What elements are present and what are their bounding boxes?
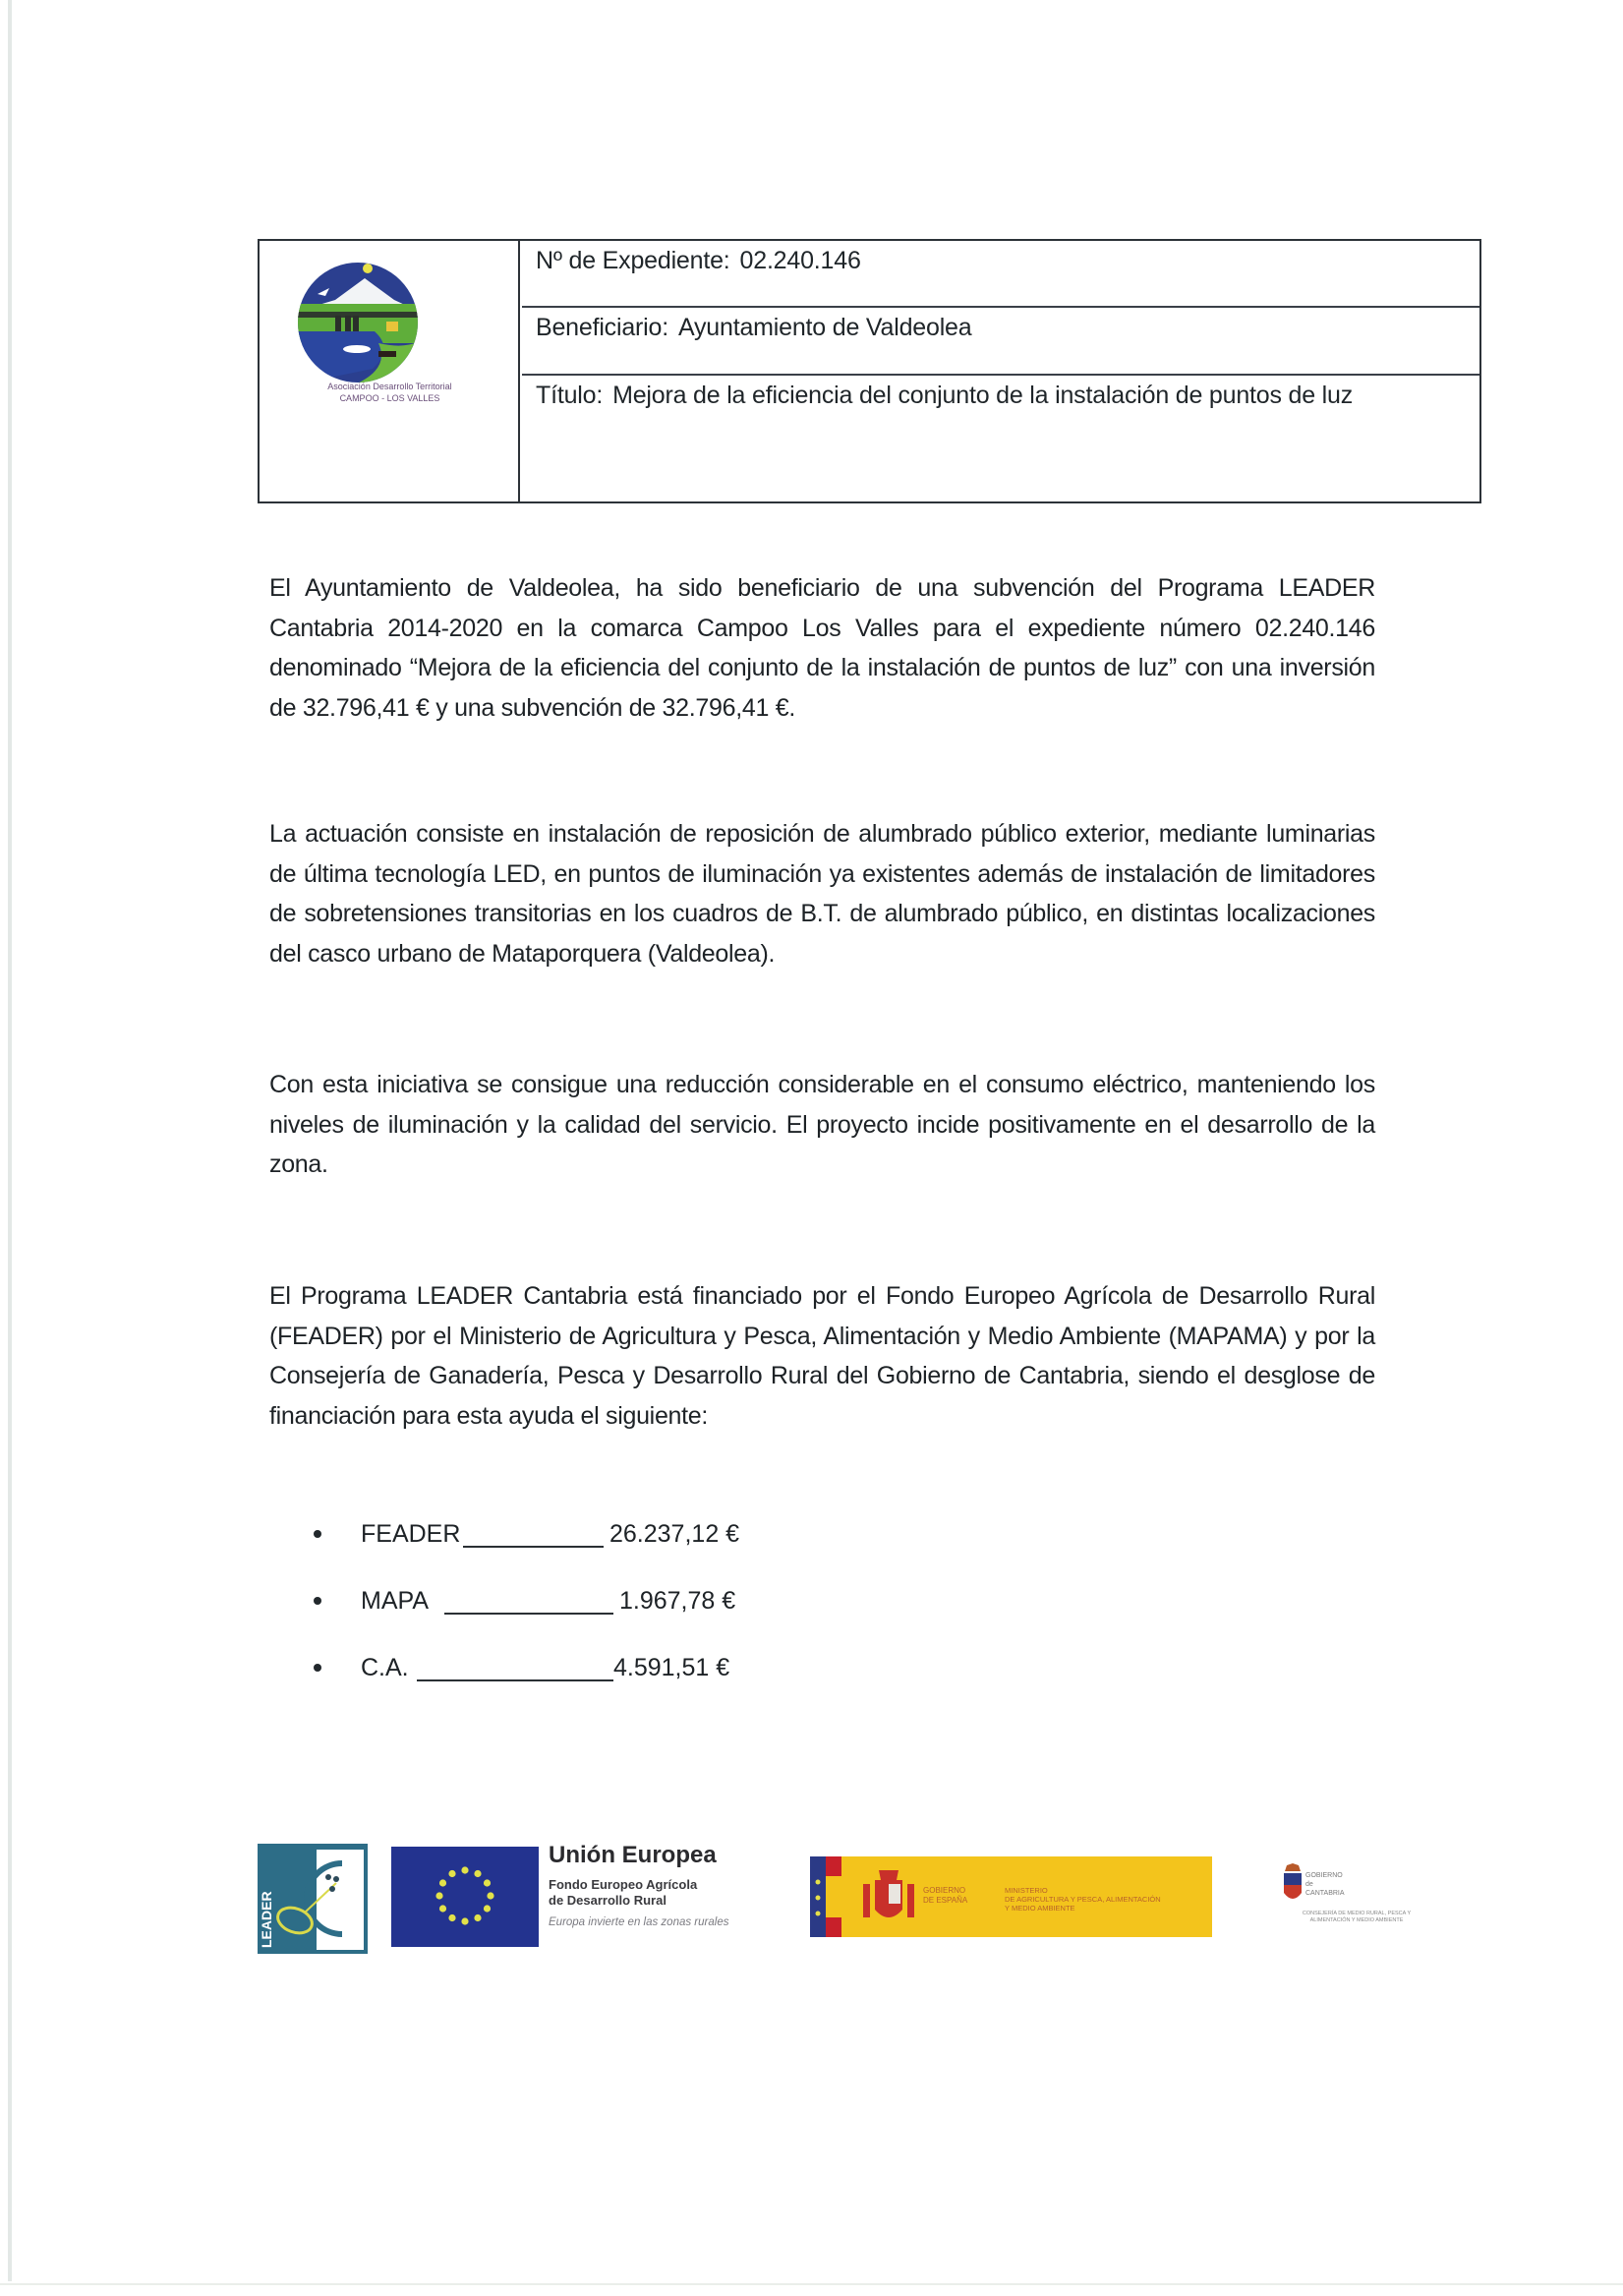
leader-logo-text: LEADER	[259, 1891, 274, 1948]
funding-amount: 26.237,12 €	[609, 1520, 740, 1548]
paragraph-financiacion: El Programa LEADER Cantabria está financiado por el Fondo Europeo Agrícola de Desarrollo Rural (FEADER) por el Ministerio de Agricultura y Pesca, Alimentación y Medio Ambiente (MAPAMA) y por la Consejería de Ganadería, Pesca y Desarrollo Rural del Gobierno de Cantabria, siendo el desglose de financiación para esta ayuda el siguiente:	[269, 1282, 1375, 1430]
funding-name: MAPA	[361, 1587, 429, 1615]
gobierno-cantabria-logo	[1268, 1863, 1445, 1937]
logo-cell	[260, 241, 520, 501]
leader-line	[463, 1546, 604, 1548]
cantabria-coat-of-arms-icon	[1282, 1863, 1304, 1905]
eu-spain-flag-strip-icon	[810, 1856, 841, 1937]
gobierno-espana-text: GOBIERNO DE ESPAÑA	[923, 1886, 968, 1905]
funding-name: C.A.	[361, 1654, 409, 1681]
titulo-value: Mejora de la eficiencia del conjunto de la instalación de puntos de luz	[612, 382, 1354, 409]
eu-flag-icon	[391, 1847, 539, 1947]
funding-amount: 1.967,78 €	[619, 1587, 736, 1615]
bullet-icon	[314, 1597, 321, 1605]
paragraph-iniciativa: Con esta iniciativa se consigue una reducción considerable en el consumo eléctrico, manteniendo los niveles de iluminación y la calidad del servicio. El proyecto incide positivamente en el desarrollo de la zona.	[269, 1071, 1375, 1178]
beneficiario-value: Ayuntamiento de Valdeolea	[677, 314, 972, 341]
paragraph-subvencion: El Ayuntamiento de Valdeolea, ha sido beneficiario de una subvención del Programa LEADER Cantabria 2014-2020 en la comarca Campoo Los Valles para el expediente número 02.240.146 denominado “Mejora de la eficiencia del conjunto de la instalación de puntos de luz” con una inversión de 32.796,41 € y una subvención de 32.796,41 €.	[269, 574, 1375, 722]
eu-subtitle: Fondo Europeo Agrícola de Desarrollo Rural	[549, 1877, 698, 1908]
leader-logo-icon	[258, 1844, 368, 1954]
scan-edge-left	[8, 0, 12, 2281]
funding-amount: 4.591,51 €	[613, 1654, 730, 1681]
leader-line	[417, 1679, 613, 1681]
campoo-los-valles-logo-icon	[296, 261, 420, 384]
expediente-value: 02.240.146	[739, 247, 861, 274]
beneficiario-label: Beneficiario:	[536, 314, 668, 341]
spain-government-banner	[810, 1856, 1212, 1937]
beneficiario-row	[522, 308, 1479, 376]
eu-feader-text-block	[549, 1842, 804, 1928]
eu-slogan: Europa invierte en las zonas rurales	[549, 1916, 729, 1928]
logo-caption: Asociación Desarrollo Territorial CAMPOO - LOS VALLES	[327, 382, 452, 403]
bullet-icon	[314, 1664, 321, 1672]
eu-title: Unión Europea	[549, 1842, 717, 1868]
titulo-label: Título:	[536, 382, 604, 409]
cantabria-department: CONSEJERÍA DE MEDIO RURAL, PESCA Y ALIMENTACIÓN Y MEDIO AMBIENTE	[1302, 1911, 1412, 1923]
scan-edge-bottom	[0, 2283, 1623, 2285]
expediente-label: Nº de Expediente:	[536, 247, 730, 274]
leader-line	[444, 1613, 613, 1615]
expediente-row	[522, 241, 1479, 308]
expediente-header-table	[258, 239, 1481, 503]
funding-name: FEADER	[361, 1520, 461, 1548]
titulo-row	[522, 376, 1479, 501]
cantabria-name: GOBIERNO de CANTABRIA	[1305, 1872, 1345, 1897]
bullet-icon	[314, 1530, 321, 1538]
ministerio-text: MINISTERIO DE AGRICULTURA Y PESCA, ALIMENTACIÓN Y MEDIO AMBIENTE	[1005, 1886, 1161, 1913]
paragraph-actuacion: La actuación consiste en instalación de reposición de alumbrado público exterior, mediante luminarias de última tecnología LED, en puntos de iluminación ya existentes además de instalación de limitadores de sobretensiones transitorias en los cuadros de B.T. de alumbrado público, en distintas localizaciones del casco urbano de Mataporquera (Valdeolea).	[269, 820, 1375, 968]
spain-coat-of-arms-icon	[859, 1866, 918, 1927]
